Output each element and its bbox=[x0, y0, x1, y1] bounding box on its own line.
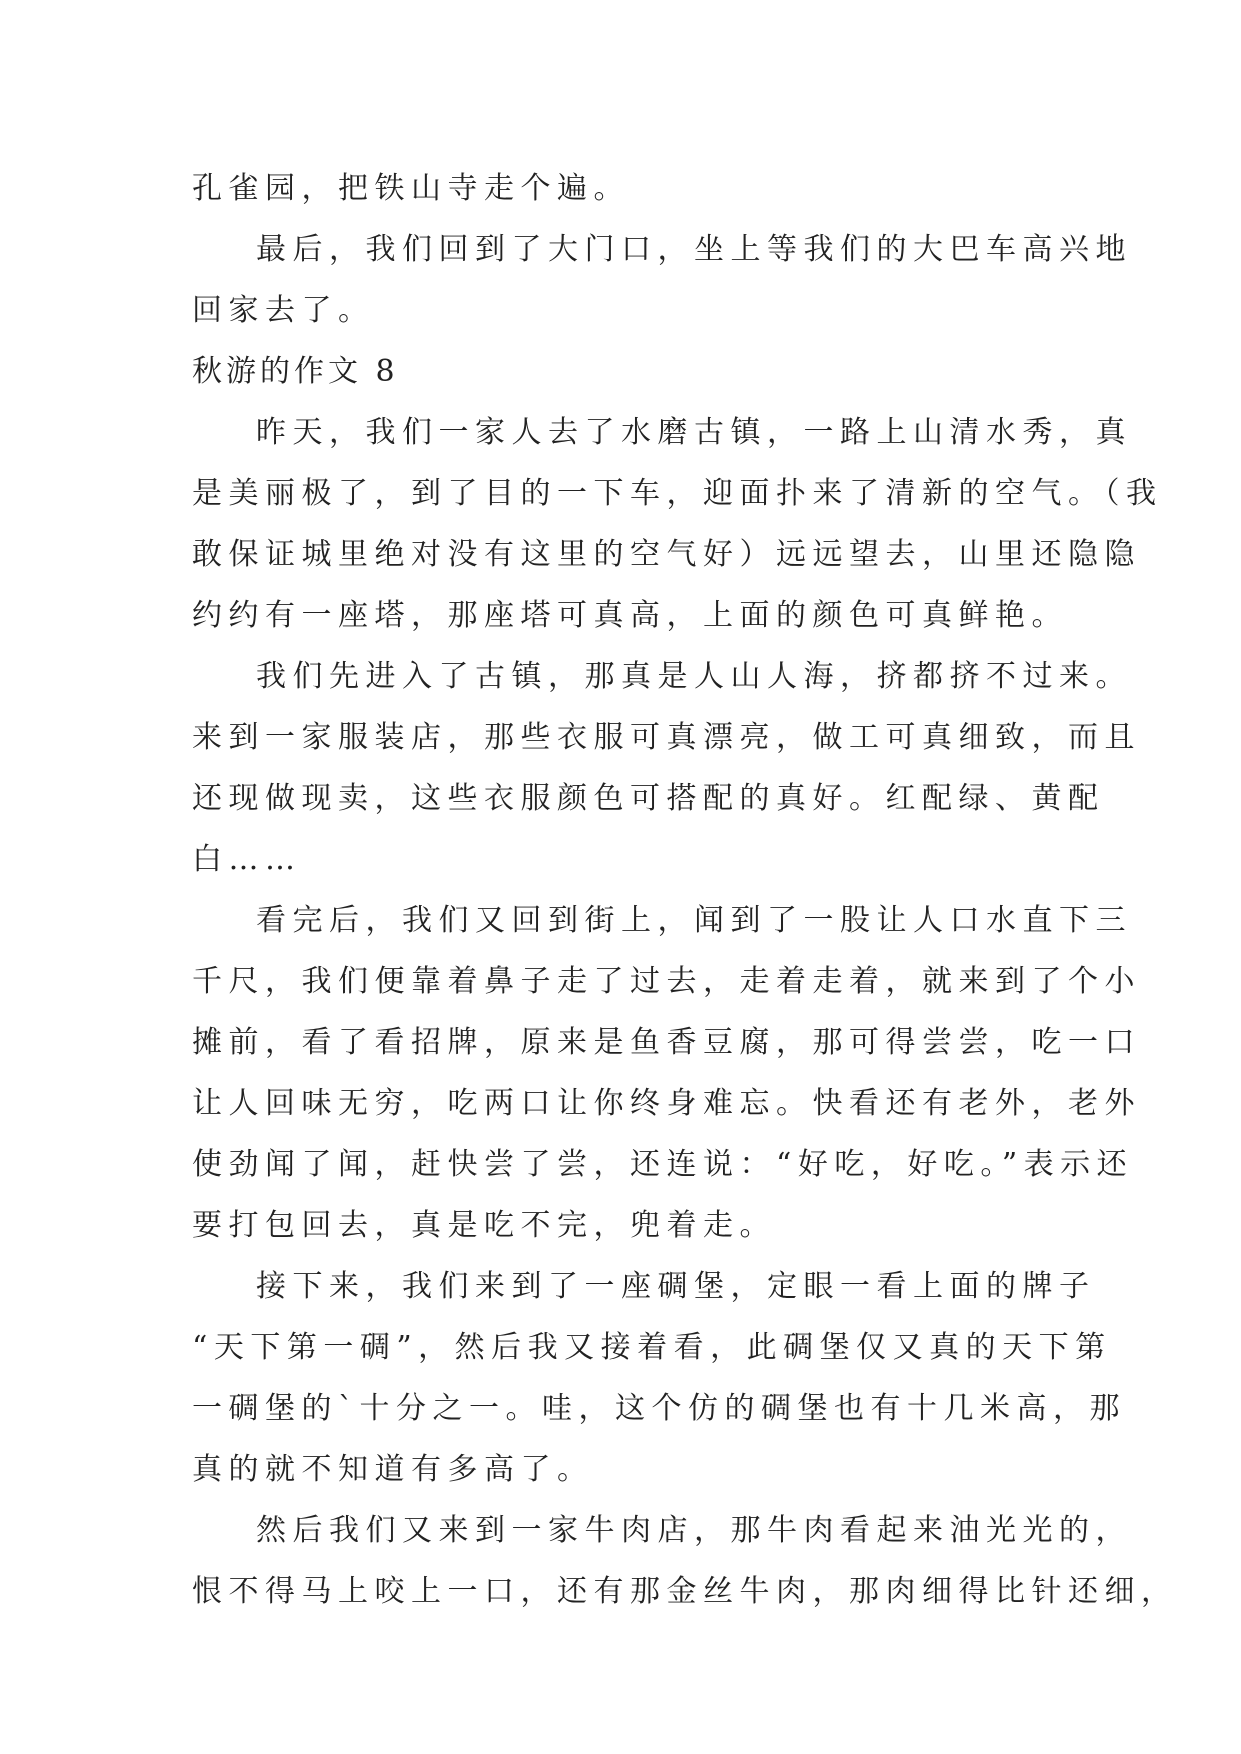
paragraph-start-line: 看完后，我们又回到街上，闻到了一股让人口水直下三 bbox=[256, 903, 1132, 938]
essay-heading: 秋游的作文 8 bbox=[192, 354, 399, 389]
text-line: 使劲闻了闻，赶快尝了尝，还连说：“好吃，好吃。”表示还 bbox=[192, 1147, 1134, 1182]
text-line: 孔雀园，把铁山寺走个遍。 bbox=[192, 171, 630, 206]
text-line: 还现做现卖，这些衣服颜色可搭配的真好。红配绿、黄配 bbox=[192, 781, 1105, 816]
text-line: 让人回味无穷，吃两口让你终身难忘。快看还有老外，老外 bbox=[192, 1086, 1141, 1121]
text-line: 恨不得马上咬上一口，还有那金丝牛肉，那肉细得比针还细， bbox=[192, 1574, 1178, 1609]
text-line: 要打包回去，真是吃不完，兜着走。 bbox=[192, 1208, 776, 1243]
paragraph-start-line: 最后，我们回到了大门口，坐上等我们的大巴车高兴地 bbox=[256, 232, 1132, 267]
text-line: 约约有一座塔，那座塔可真高，上面的颜色可真鲜艳。 bbox=[192, 598, 1068, 633]
text-line: 回家去了。 bbox=[192, 293, 375, 328]
text-line: 真的就不知道有多高了。 bbox=[192, 1452, 594, 1487]
text-line: 来到一家服装店，那些衣服可真漂亮，做工可真细致，而且 bbox=[192, 720, 1141, 755]
paragraph-start-line: 我们先进入了古镇，那真是人山人海，挤都挤不过来。 bbox=[256, 659, 1132, 694]
text-line: 一碉堡的`十分之一。哇，这个仿的碉堡也有十几米高，那 bbox=[192, 1391, 1126, 1426]
text-line: 千尺，我们便靠着鼻子走了过去，走着走着，就来到了个小 bbox=[192, 964, 1141, 999]
paragraph-start-line: 然后我们又来到一家牛肉店，那牛肉看起来油光光的， bbox=[256, 1513, 1132, 1548]
text-line: 白…… bbox=[192, 842, 302, 877]
document-body bbox=[192, 158, 1178, 1622]
paragraph-start-line: 接下来，我们来到了一座碉堡，定眼一看上面的牌子 bbox=[256, 1269, 1096, 1304]
paragraph-start-line: 昨天，我们一家人去了水磨古镇，一路上山清水秀，真 bbox=[256, 415, 1132, 450]
text-line: 摊前，看了看招牌，原来是鱼香豆腐，那可得尝尝，吃一口 bbox=[192, 1025, 1141, 1060]
text-line: 敢保证城里绝对没有这里的空气好）远远望去，山里还隐隐 bbox=[192, 537, 1141, 572]
text-line: 是美丽极了，到了目的一下车，迎面扑来了清新的空气。（我 bbox=[192, 476, 1163, 511]
text-line: “天下第一碉”，然后我又接着看，此碉堡仅又真的天下第 bbox=[192, 1330, 1112, 1365]
